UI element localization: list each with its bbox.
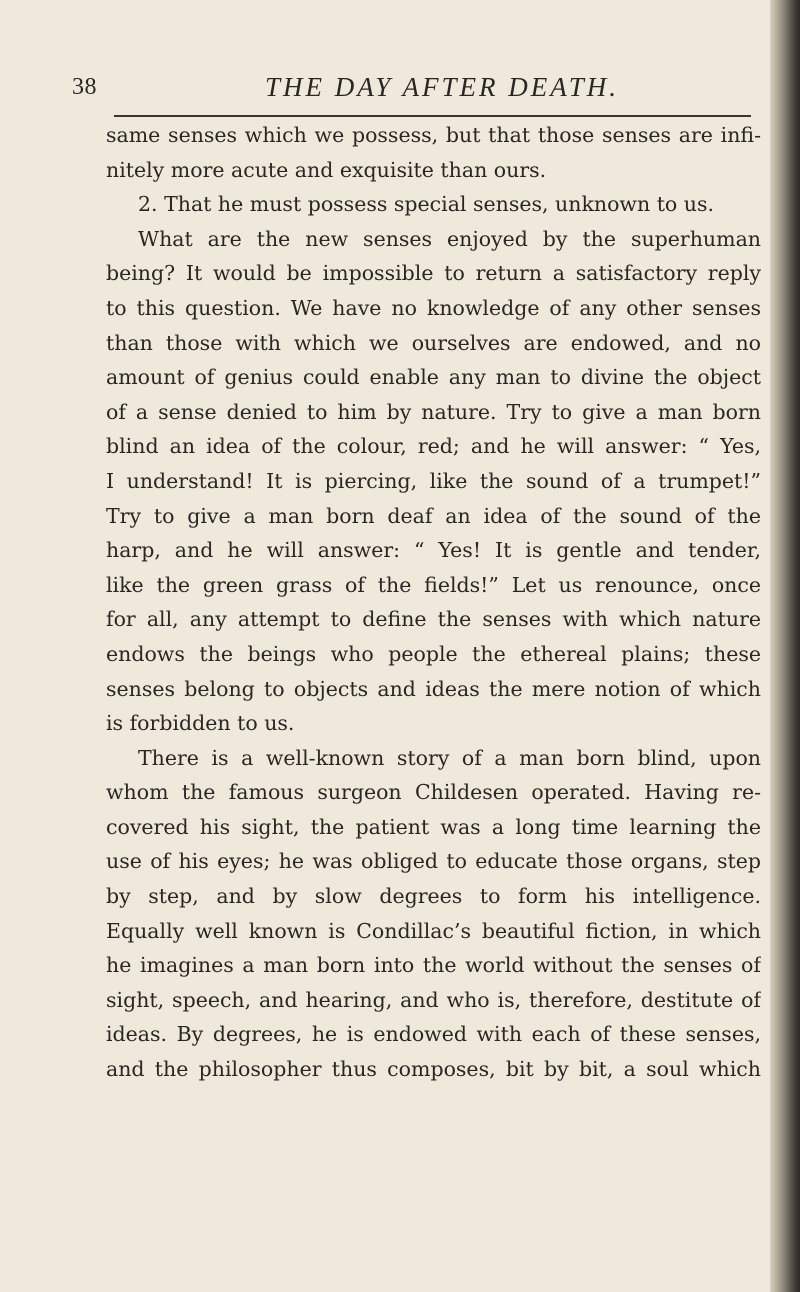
text-line: covered his sight, the patient was a long time learning the: [106, 814, 761, 839]
page-edge-shadow: [770, 0, 800, 1292]
text-line: same senses which we possess, but that those senses are infi-: [106, 123, 761, 147]
text-line: blind an idea of the colour, red; and he will answer: “ Yes,: [106, 434, 761, 459]
text-line: senses belong to objects and ideas the mere notion of which: [106, 676, 761, 701]
text-line: of a sense denied to him by nature. Try to give a man born: [106, 399, 761, 424]
text-line: ideas. By degrees, he is endowed with each of these senses,: [106, 1022, 761, 1047]
text-line: 2. That he must possess special senses, unknown to us.: [138, 192, 715, 217]
text-line: endows the beings who people the ethereal plains; these: [106, 641, 761, 666]
header-rule: [114, 115, 751, 117]
text-line: sight, speech, and hearing, and who is, therefore, destitute of: [106, 987, 761, 1012]
text-line: by step, and by slow degrees to form his intelligence.: [106, 884, 761, 909]
text-line: whom the famous surgeon Childesen operated. Having re-: [106, 780, 761, 805]
text-line: use of his eyes; he was obliged to educate those organs, step: [106, 849, 761, 874]
text-line: harp, and he will answer: “ Yes! It is gentle and tender,: [106, 538, 761, 563]
body-text: [106, 118, 761, 1087]
text-line: than those with which we ourselves are endowed, and no: [106, 330, 761, 355]
text-line: being? It would be impossible to return a satisfactory reply: [106, 261, 761, 286]
page-header: [0, 72, 800, 112]
text-line: to this question. We have no knowledge of any other senses: [106, 295, 761, 320]
text-line: I understand! It is piercing, like the sound of a trumpet!”: [106, 468, 761, 493]
text-line: Try to give a man born deaf an idea of the sound of the: [106, 503, 761, 528]
text-line: What are the new senses enjoyed by the superhuman: [138, 226, 761, 251]
text-line: like the green grass of the fields!” Let us renounce, once: [106, 572, 761, 597]
text-line: for all, any attempt to define the senses with which nature: [106, 607, 761, 632]
text-line: and the philosopher thus composes, bit by bit, a soul which: [106, 1057, 761, 1082]
running-title: THE DAY AFTER DEATH.: [265, 72, 620, 102]
text-line: he imagines a man born into the world without the senses of: [106, 953, 761, 978]
text-line: is forbidden to us.: [106, 711, 295, 736]
text-line: amount of genius could enable any man to divine the object: [106, 365, 761, 390]
text-line: There is a well-known story of a man born blind, upon: [138, 745, 761, 770]
page-number: 38: [72, 74, 97, 100]
text-line: Equally well known is Condillac’s beautiful fiction, in which: [106, 918, 761, 943]
text-line: nitely more acute and exquisite than ours.: [106, 157, 547, 182]
